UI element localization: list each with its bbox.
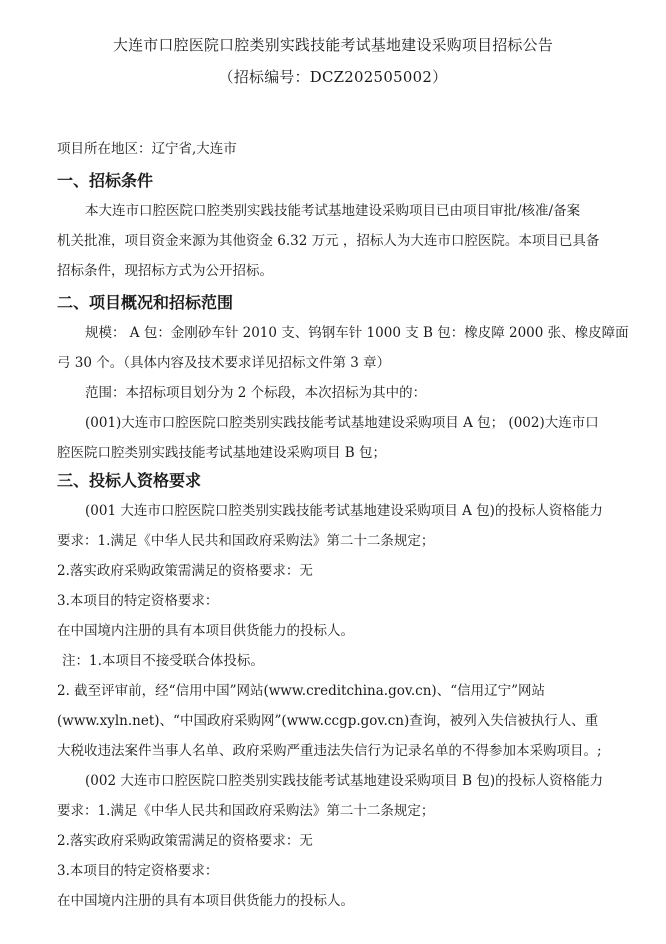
section-heading-project-overview: 二、项目概况和招标范围 xyxy=(57,293,234,312)
project-region: 项目所在地区：辽宁省,大连市 xyxy=(57,141,237,157)
paragraph-line: 2.落实政府采购政策需满足的资格要求：无 xyxy=(57,833,313,849)
paragraph-line: 2. 截至评审前，经“信用中国”网站(www.creditchina.gov.cn)、“信用辽宁”网站 xyxy=(57,683,546,699)
paragraph-line: 3.本项目的特定资格要求： xyxy=(57,863,219,879)
paragraph-line: (001 大连市口腔医院口腔类别实践技能考试基地建设采购项目 A 包)的投标人资格能力 xyxy=(85,503,603,519)
paragraph-line: 弓 30 个。（具体内容及技术要求详见招标文件第 3 章） xyxy=(57,355,391,371)
paragraph-line: 要求：1.满足《中华人民共和国政府采购法》第二十二条规定； xyxy=(57,533,435,549)
paragraph-line: 规模： A 包：金刚砂车针 2010 支、钨钢车针 1000 支 B 包：橡皮障 2000 张、橡皮障面 xyxy=(85,325,629,341)
paragraph-line: 机关批准，项目资金来源为其他资金 6.32 万元 ，招标人为大连市口腔医院。本项目已具备 xyxy=(57,233,600,249)
paragraph-line: 大税收违法案件当事人名单、政府采购严重违法失信行为记录名单的不得参加本采购项目。; xyxy=(57,743,602,759)
paragraph-line: 注：1.本项目不接受联合体投标。 xyxy=(62,653,264,669)
paragraph-line: 本大连市口腔医院口腔类别实践技能考试基地建设采购项目已由项目审批/核准/备案 xyxy=(85,203,581,219)
paragraph-line: 要求：1.满足《中华人民共和国政府采购法》第二十二条规定； xyxy=(57,803,435,819)
tender-number: （招标编号：DCZ202505002） xyxy=(218,68,448,86)
paragraph-line: (www.xyln.net)、“中国政府采购网”(www.ccgp.gov.cn)查询，被列入失信被执行人、重 xyxy=(57,713,599,729)
paragraph-line: (002 大连市口腔医院口腔类别实践技能考试基地建设采购项目 B 包)的投标人资格能力 xyxy=(85,773,604,789)
announcement-title: 大连市口腔医院口腔类别实践技能考试基地建设采购项目招标公告 xyxy=(112,36,554,54)
paragraph-line: 在中国境内注册的具有本项目供货能力的投标人。 xyxy=(57,893,354,909)
paragraph-line: 3.本项目的特定资格要求： xyxy=(57,593,219,609)
paragraph-line: 2.落实政府采购政策需满足的资格要求：无 xyxy=(57,563,313,579)
section-heading-tender-conditions: 一、招标条件 xyxy=(57,171,154,190)
section-heading-bidder-qualifications: 三、投标人资格要求 xyxy=(57,471,202,490)
paragraph-line: 范围：本招标项目划分为 2 个标段，本次招标为其中的： xyxy=(85,385,427,401)
paragraph-line: 在中国境内注册的具有本项目供货能力的投标人。 xyxy=(57,623,354,639)
paragraph-line: 腔医院口腔类别实践技能考试基地建设采购项目 B 包； xyxy=(57,445,387,461)
paragraph-line: 招标条件，现招标方式为公开招标。 xyxy=(57,263,273,279)
paragraph-line: (001)大连市口腔医院口腔类别实践技能考试基地建设采购项目 A 包； (002)大连市口 xyxy=(85,415,599,431)
